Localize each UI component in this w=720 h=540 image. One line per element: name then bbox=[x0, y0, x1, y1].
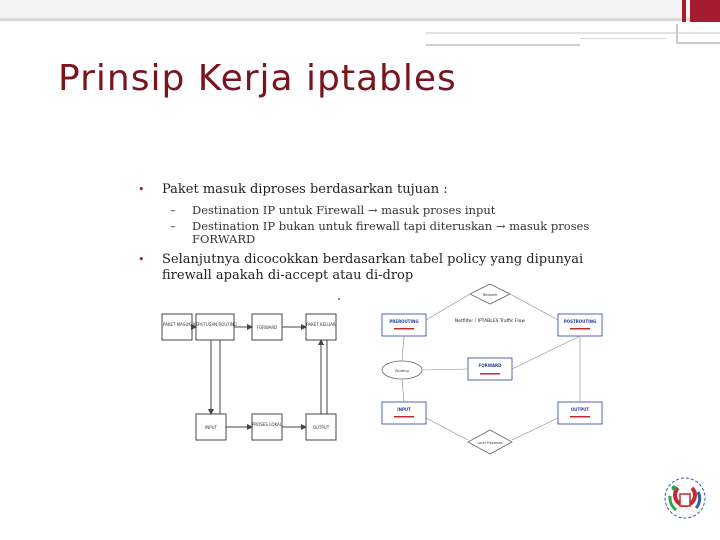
label-output-right: OUTPUT bbox=[570, 407, 590, 412]
packet-flow-diagram bbox=[160, 300, 360, 460]
label-local-processes: Local Processes bbox=[477, 441, 503, 445]
label-network: Network bbox=[482, 293, 498, 297]
label-routing: Routing bbox=[395, 369, 409, 373]
slide-title: Prinsip Kerja iptables bbox=[58, 58, 457, 99]
label-input: INPUT bbox=[205, 425, 217, 430]
node-keputusan-routing bbox=[196, 314, 234, 340]
label-postrouting: POSTROUTING bbox=[563, 319, 597, 324]
node-postrouting bbox=[558, 314, 602, 336]
node-paket-masuk bbox=[162, 314, 192, 340]
sub-bullet-text: Destination IP bukan untuk firewall tapi diteruskan → masuk proses FORWARD bbox=[192, 219, 590, 246]
decorative-corner bbox=[676, 24, 720, 44]
sub-bullet-marker: – bbox=[170, 219, 176, 233]
label-keputusan-routing: KEPUTUSAN ROUTING bbox=[192, 322, 238, 327]
university-logo bbox=[652, 462, 718, 536]
bullet-marker: • bbox=[138, 183, 145, 196]
decorative-rule bbox=[580, 38, 666, 39]
sub-bullet-text: Destination IP untuk Firewall → masuk proses input bbox=[192, 203, 496, 217]
top-accent-bar bbox=[682, 0, 686, 22]
node-paket-keluar bbox=[306, 314, 336, 340]
node-output-right bbox=[558, 402, 602, 424]
node-forward-right bbox=[468, 358, 512, 380]
bullet-item bbox=[136, 182, 606, 198]
label-input-right: INPUT bbox=[397, 407, 411, 412]
node-input-right bbox=[382, 402, 426, 424]
diagram-title: Netfilter / IPTABLES Traffic Flow bbox=[454, 319, 526, 324]
label-forward-right: FORWARD bbox=[478, 363, 502, 368]
bullet-text: Paket masuk diproses berdasarkan tujuan : bbox=[162, 182, 448, 197]
decorative-rule bbox=[426, 44, 580, 46]
top-band bbox=[0, 0, 720, 22]
label-prerouting: PREROUTING bbox=[389, 319, 419, 324]
top-accent-block bbox=[690, 0, 720, 22]
label-paket-keluar: PAKET KELUAR bbox=[306, 322, 336, 327]
node-proses-lokal bbox=[252, 414, 282, 440]
node-prerouting bbox=[382, 314, 426, 336]
bullet-text: Selanjutnya dicocokkan berdasarkan tabel policy yang dipunyai firewall apakah di-accept atau di-drop bbox=[162, 252, 584, 283]
top-band-shadow bbox=[0, 18, 720, 21]
bullet-marker: • bbox=[138, 253, 145, 266]
sub-bullet-item bbox=[136, 220, 606, 246]
netfilter-flow-diagram bbox=[372, 280, 612, 460]
label-proses-lokal: PROSES LOKAL bbox=[252, 422, 282, 427]
sub-bullet-item bbox=[136, 204, 606, 217]
sub-bullet-marker: – bbox=[170, 203, 176, 217]
label-forward: FORWARD bbox=[256, 325, 278, 330]
label-paket-masuk: PAKET MASUK bbox=[162, 322, 192, 327]
bullet-list bbox=[136, 182, 606, 284]
label-output: OUTPUT bbox=[312, 425, 330, 430]
